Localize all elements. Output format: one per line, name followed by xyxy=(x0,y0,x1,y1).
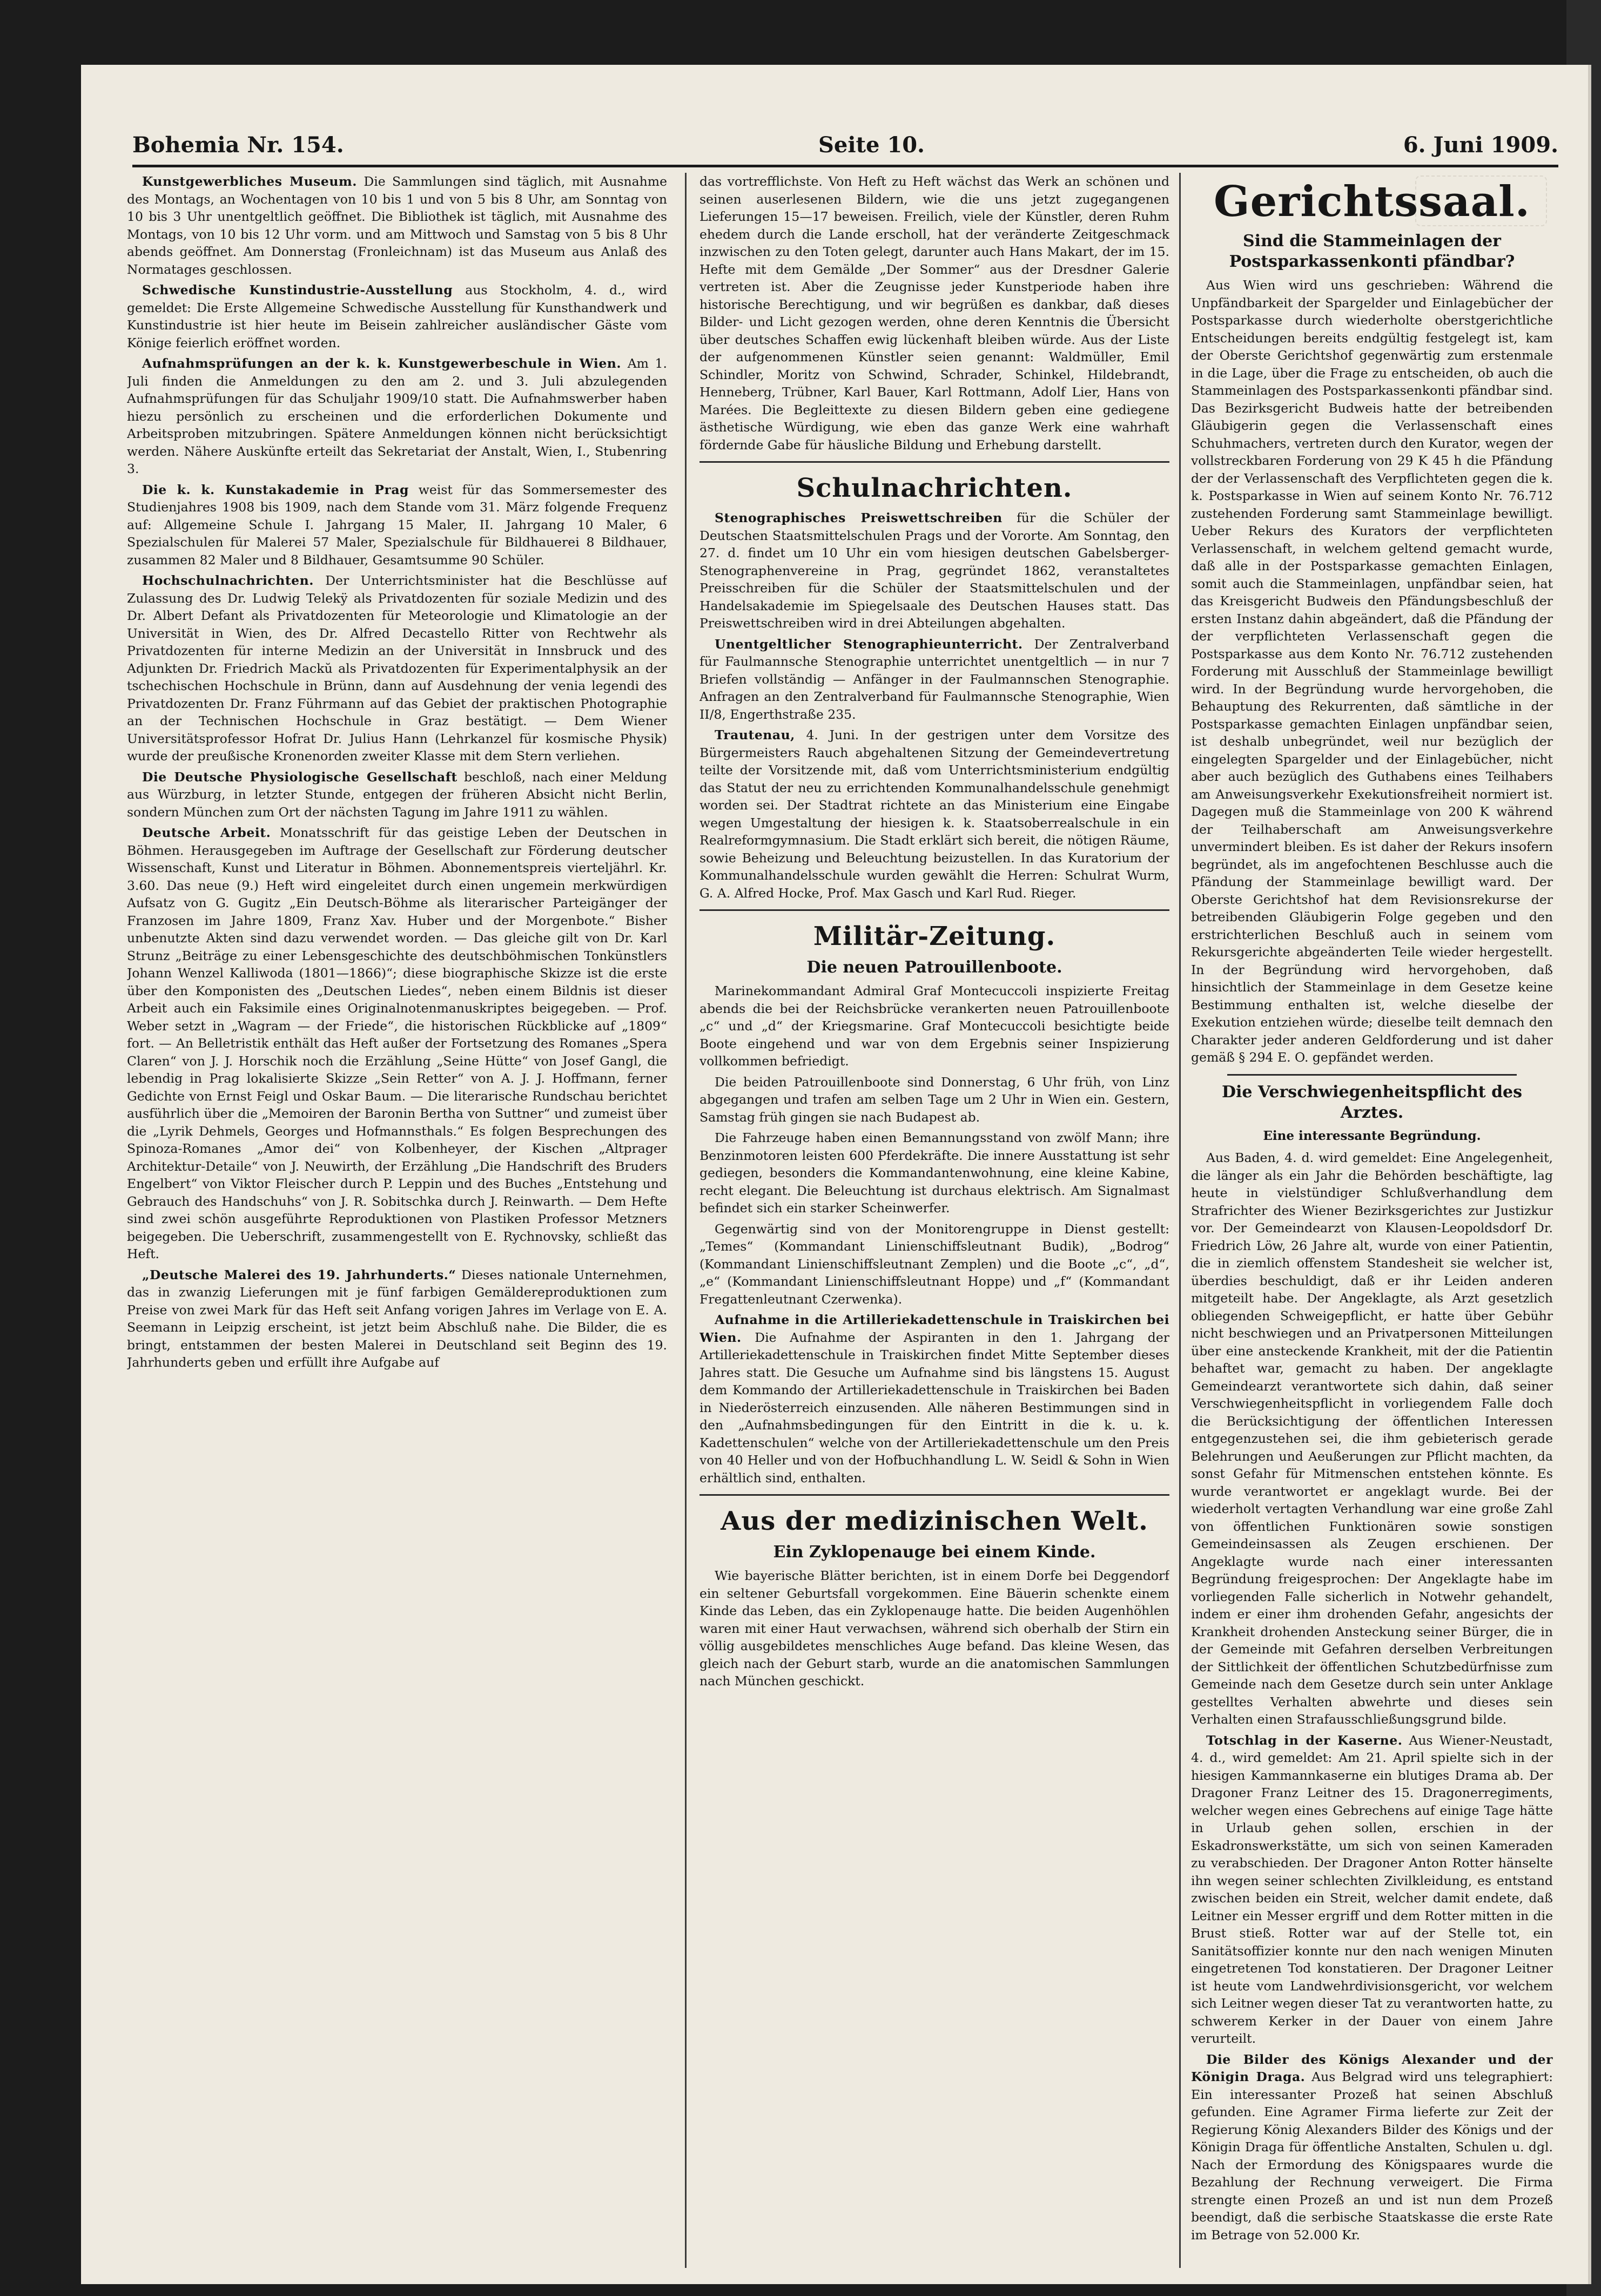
article-text: weist für das Sommersemester des Studienjahres 1908 bis 1909, nach dem Stande vom 31. März folgende Frequenz auf: Allgemeine Schule I. Jahrgang 15 Maler, II. Jahrgang 10 Maler, 6 Spezialschulen für Malerei 57 Maler, Spezialschule für Bildhauerei 8 Bildhauer, zusammen 82 Maler und 8 Bildhauer, Gesamtsumme 90 Schüler. xyxy=(127,482,667,568)
article-text: Dieses nationale Unternehmen, das in zwanzig Lieferungen mit je fünf farbigen Gemäldereproduktionen zum Preise von zwei Mark für das Heft seit Anfang vorigen Jahres im Verlage von E. A. Seemann in Leipzig erscheint, ist jetzt beim Abschluß nahe. Die Bilder, die es bringt, entstammen der besten Malerei in Deutschland seit Beginn des 19. Jahrhunderts geben und erfüllt ihre Aufgabe auf xyxy=(127,1267,667,1370)
article-swedish-exhibition xyxy=(127,281,667,352)
article-university-news xyxy=(127,572,667,765)
article-text: Aus Belgrad wird uns telegraphiert: Ein interessanter Prozeß hat seinen Abschluß gefunden. Eine Agramer Firma lieferte zur Zeit der Regierung König Alexanders Bilder des Königs und der Königin Draga für öffentliche Anstalten, Schulen u. dgl. Nach der Ermordung des Königspaares wurde die Bezahlung der Rechnung verweigert. Die Firma strengte einen Prozeß an und ist nun dem Prozeß beendigt, daß die serbische Staatskasse die erste Rate im Betrage von 52.000 Kr. xyxy=(1191,2069,1553,2243)
article-paragraph: Gegenwärtig sind von der Monitorengruppe in Dienst gestellt: „Temes“ (Kommandant Linienschiffsleutnant Budik), „Bodrog“ (Kommandant Linienschiffsleutnant Zemplen) und die Boote „c“, „d“, „e“ (Kommandant Linienschiffsleutnant Hoppe) und „f“ (Kommandant Fregattenleutnant Czerwenka). xyxy=(699,1221,1169,1307)
article-paragraph: Die beiden Patrouillenboote sind Donnerstag, 6 Uhr früh, von Linz abgegangen und trafen am selben Tage um 2 Uhr in Wien ein. Gestern, Samstag früh gingen sie nach Budapest ab. xyxy=(699,1074,1169,1125)
article-lead: Unentgeltlicher Stenographieunterricht. xyxy=(715,636,1023,652)
article-lead: Die Deutsche Physiologische Gesellschaft xyxy=(142,769,458,785)
article-lead: Trautenau, xyxy=(715,727,795,742)
article-text: Die Aufnahme der Aspiranten in den 1. Jahrgang der Artilleriekadettenschule in Traiskirchen findet Mitte September dieses Jahres statt. Die Gesuche um Aufnahme sind bis längstens 15. August dem Kommando der Artilleriekadettenschule in Traiskirchen bei Baden in Niederösterreich einzusenden. Alle näheren Bestimmungen sind in den „Aufnahmsbedingungen für den Eintritt in die k. u. k. Kadettenschulen“ welche von der Artilleriekadettenschule um den Preis von 40 Heller und von der Hofbuchhandlung L. W. Seidl & Sohn in Wien erhältlich sind, enthalten. xyxy=(699,1329,1169,1485)
article-text: beschloß, nach einer Meldung aus Würzburg, in letzter Stunde, entgegen der früheren Absicht nicht Berlin, sondern München zum Ort der nächsten Tagung im Jahre 1911 zu wählen. xyxy=(127,769,667,820)
article-paragraph: Aus Baden, 4. d. wird gemeldet: Eine Angelegenheit, die länger als ein Jahr die Behörden beschäftigte, lag heute in vielstündiger Schlußverhandlung dem Strafrichter des Wiener Bezirksgerichtes zur Justizkur vor. Der Gemeindearzt von Klausen-Leopoldsdorf Dr. Friedrich Löw, 26 Jahre alt, wurde von einer Patientin, die in ziemlich offenstem Standesheit sie welcher ist, überdies beschuldigt, daß er ihr Leiden anderen mitgeteilt habe. Der Angeklagte, als Arzt gesetzlich obliegenden Schweigepflicht, er hatte über Gebühr nicht beschwiegen und an Privatpersonen Mitteilungen über eine ansteckende Krankheit, mit der die Patientin behaftet war, gemacht zu haben. Der angeklagte Gemeindearzt verantwortete sich dahin, daß seiner Verschwiegenheitspflicht in vorliegendem Falle doch die Berücksichtigung der öffentlichen Interessen entgegenzustehen sei, die ihm gebieterisch gerade Belehrungen und Aeußerungen zur Pflicht machten, da sonst Gefahr für Mitmenschen entstehen könnte. Es wurde verantwortet er angeklagt wurde. Bei der wiederholt vertagten Verhandlung war eine große Zahl von öffentlichen Funktionären sowie sonstigen Gemeindeinsassen als Zeugen erschienen. Der Angeklagte wurde nach einer interessanten Begründung freigesprochen: Der Angeklagte habe im vorliegenden Falle sicherlich in Notwehr gehandelt, indem er einer ihm drohenden Gefahr, angesichts der Krankheit drohenden Ansteckung seiner Bürger, die in der Gemeinde mit Gefahren derselben Verbreitungen der Sittlichkeit der öffentlichen Schutzbedürfnisse zum Gemeinde nach dem Gesetze durch sein unter Anklage gestelltes Verhalten abwehrte und dieses sein Verhalten einen Strafausschließungsgrund bilde. xyxy=(1191,1150,1553,1727)
article-deutsche-arbeit xyxy=(127,824,667,1263)
article-lead: Hochschulnachrichten. xyxy=(142,573,314,588)
section-title-medizin: Aus der medizinischen Welt. xyxy=(721,1506,1148,1536)
article-text: 4. Juni. In der gestrigen unter dem Vorsitze des Bürgermeisters Rauch abgehaltenen Sitzung der Gemeindevertretung teilte der Vorsitzende mit, daß vom Unterrichtsministerium endgültig das Statut der neu zu errichtenden Kommunalhandelsschule genehmigt worden sei. Der Stadtrat richtete an das Ministerium eine Eingabe wegen Umgestaltung der hiesigen k. k. Staatsoberrealschule in ein Realreformgymnasium. Die Stadt erklärt sich bereit, die nötigen Räume, sowie Beheizung und Beleuchtung beizustellen. In das Kuratorium der Kommunalhandelsschule wurden gewählt die Herren: Schulrat Wurm, G. A. Alfred Hocke, Prof. Max Gasch und Karl Rud. Rieger. xyxy=(699,727,1169,901)
article-lead: Kunstgewerbliches Museum. xyxy=(142,174,357,189)
section-title-militaer: Militär-Zeitung. xyxy=(813,921,1056,951)
article-text: Am 1. Juli finden die Anmeldungen zu den am 2. und 3. Juli abzulegenden Aufnahmsprüfungen für das Schuljahr 1909/10 statt. Die Aufnahmswerber haben hiezu persönlich zu erscheinen und die erforderlichen Dokumente und Arbeitsproben mitzubringen. Spätere Anmeldungen können nicht berücksichtigt werden. Nähere Auskünfte erteilt das Sekretariat der Anstalt, Wien, I., Stubenring 3. xyxy=(127,356,667,476)
article-admission-exams xyxy=(127,355,667,478)
article-continuation: das vortrefflichste. Von Heft zu Heft wächst das Werk an schönen und seinen auserlesenen Bildern, wie die uns jetzt zugegangenen Lieferungen 15—17 beweisen. Freilich, viele der Künstler, deren Ruhm ehedem durch die Lande erscholl, hat der veränderte Zeitgeschmack inzwischen zu den Toten gelegt, darunter auch Hans Makart, der im 15. Hefte mit dem Gemälde „Der Sommer“ aus der Dresdner Galerie vertreten ist. Aber die Zeugnisse jeder Kunstperiode haben ihre historische Berechtigung, und wir begrüßen es dankbar, daß dieses Bilder- und Licht gezogen werden, ohne deren Kenntnis die Übersicht über deutsches Schaffen ewig lückenhaft bleiben würde. Aus der Liste der aufgenommenen Künstler seien genannt: Waldmüller, Emil Schindler, Moritz von Schwind, Schrader, Schinkel, Hildebrandt, Henneberg, Trübner, Karl Bauer, Karl Rottmann, Adolf Lier, Hans von Marées. Die Begleittexte zu diesen Bildern geben eine gediegene ästhetische Würdigung, wie eben das ganze Werk eine wahrhaft fördernde Gabe für häusliche Bildung und Erhebung darstellt. xyxy=(699,174,1169,453)
article-text: Monatsschrift für das geistige Leben der Deutschen in Böhmen. Herausgegeben im Auftrage der Gesellschaft zur Förderung deutscher Wissenschaft, Kunst und Literatur in Böhmen. Abonnementspreis vierteljährl. Kr. 3.60. Das neue (9.) Heft wird eingeleitet durch einen ungemein merkwürdigen Aufsatz von G. Gugitz „Ein Deutsch-Böhme als literarischer Parteigänger der Franzosen im Jahre 1809, Franz Xav. Huber und der Morgenbote.“ Bisher unbenutzte Akten sind dazu verwendet worden. — Das gleiche gilt von Dr. Karl Strunz „Beiträge zu einer Lebensgeschichte des deutschböhmischen Tonkünstlers Johann Wenzel Kalliwoda (1801—1866)“; diese biographische Skizze ist die erste über den Komponisten des „Deutschen Liedes“, neben einem Bildnis ist dieser Arbeit auch ein Faksimile eines Originalnotenmanuskriptes beigegeben. — Prof. Weber setzt in „Wagram — der Friede“, die historischen Rückblicke auf „1809“ fort. — An Belletristik enthält das Heft außer der Fortsetzung des Romanes „Spera Claren“ von J. J. Horschik noch die Erzählung „Seine Hütte“ von Josef Gangl, die lebendig in Prag lokalisierte Skizze „Sein Retter“ von A. J. J. Hoffmann, ferner Gedichte von Ernst Feigl und Oskar Baum. — Die literarische Rundschau berichtet ausführlich über die „Memoiren der Baronin Bertha von Suttner“ und zumeist über die „Lyrik Dehmels, Georges und Hofmannsthals.“ Es folgen Besprechungen des Spinoza-Romanes „Amor dei“ von Kolbenheyer, der Kischen „Altprager Architektur-Detaile“ von J. Neuwirth, der Erzählung „Die Handschrift des Bruders Engelbert“ von Viktor Fleischer durch P. Leppin und des Buches „Entstehung und Gebrauch des Handschuhs“ von J. R. Sobitschka durch J. Reinwarth. — Dem Hefte sind zwei schön ausgeführte Reproduktionen von Plastiken Professor Metzners beigegeben. Die Ueberschrift, zusammengestellt von E. Rychnovsky, schließt das Heft. xyxy=(127,825,667,1261)
article-koenig-bilder xyxy=(1191,2051,1553,2244)
column-rule xyxy=(1179,173,1181,2268)
article-lead: Schwedische Kunstindustrie-Ausstellung xyxy=(142,282,453,298)
article-lead: Die k. k. Kunstakademie in Prag xyxy=(142,482,409,497)
article-text: Die Sammlungen sind täglich, mit Ausnahme des Montags, an Wochentagen von 10 bis 1 und von 5 bis 8 Uhr, am Sonntag von 10 bis 3 Uhr unentgeltlich geöffnet. Die Bibliothek ist täglich, mit Ausnahme des Montags, von 10 bis 12 Uhr vorm. und am Mittwoch und Samstag von 5 bis 8 Uhr abends geöffnet. Am Donnerstag (Fronleichnam) ist das Museum aus Anlaß des Normatages geschlossen. xyxy=(127,174,667,277)
article-paragraph: Wie bayerische Blätter berichten, ist in einem Dorfe bei Deggendorf ein seltener Geburtsfall vorgekommen. Eine Bäuerin schenkte einem Kinde das Leben, das ein Zyklopenauge hatte. Die beiden Augenhöhlen waren mit einer Haut verwachsen, während sich oberhalb der Stirn ein völlig ausgebildetes menschliches Auge befand. Das kleine Wesen, das gleich nach der Geburt starb, wurde an die anatomischen Sammlungen nach München geschickt. xyxy=(699,1568,1169,1689)
article-kaserne xyxy=(1191,1732,1553,2048)
section-title-schulnachrichten: Schulnachrichten. xyxy=(796,473,1073,503)
article-text: Der Unterrichtsminister hat die Beschlüsse auf Zulassung des Dr. Ludwig Telekÿ als Privatdozenten für soziale Medizin und des Dr. Albert Defant als Privatdozenten für Meteorologie und Klimatologie an der Universität in Wien, des Dr. Alfred Decastello Ritter von Rechtwehr als Privatdozenten für interne Medizin an der Universität in Innsbruck und des Adjunkten Dr. Friedrich Mackŭ als Privatdozenten für Experimentalphysik an der tschechischen Hochschule in Brünn, dann auf Ausdehnung der venia legendi des Privatdozenten Dr. Franz Führmann auf das Gebiet der praktischen Photographie an der Technischen Hochschule in Graz bestätigt. — Dem Wiener Universitätsprofessor Hofrat Dr. Julius Hann (Lehrkanzel für kosmische Physik) wurde der preußische Kronenorden zweiter Klasse mit dem Stern verliehen. xyxy=(127,573,667,764)
column-1 xyxy=(127,173,667,2263)
section-divider xyxy=(699,909,1169,911)
section-divider xyxy=(1227,1074,1517,1076)
article-physiology-society xyxy=(127,768,667,821)
newspaper-page xyxy=(81,65,1588,2284)
article-paragraph: Die Fahrzeuge haben einen Bemannungsstand von zwölf Mann; ihre Benzinmotoren leisten 600 Pferdekräfte. Die innere Ausstattung ist sehr gediegen, besonders die Kommandantenwohnung, eine kleine Kabine, recht elegant. Die Beleuchtung ist durchaus elektrisch. Am Signalmast befindet sich ein starker Scheinwerfer. xyxy=(699,1130,1169,1215)
header-issue: Bohemia Nr. 154. xyxy=(132,132,344,158)
column-3 xyxy=(1191,173,1553,2263)
article-paragraph: Aus Wien wird uns geschrieben: Während die Unpfändbarkeit der Spargelder und Einlagebücher der Postsparkasse durch wiederholte oberstgerichtliche Entscheidungen bereits endgültig festgelegt ist, kam der Oberste Gerichtshof gegenwärtig zum erstenmale in die Lage, über die Frage zu entscheiden, ob auch die Stammeinlagen des Postsparkassenkonti pfändbar sind. Das Bezirksgericht Budweis hatte der betreibenden Gläubigerin gegen die Verlassenschaft eines Schuhmachers, vertreten durch den Kurator, wegen der vollstreckbaren Forderung von 29 K 45 h die Pfändung der der Verlassenschaft des Verpflichteten gegen die k. k. Postsparkasse in Wien auf seinem Konto Nr. 76.712 zustehenden Forderung samt Stammeinlage bewilligt. Ueber Rekurs des Kurators der verpflichteten Verlassenschaft, in welchem geltend gemacht wurde, daß alle in der Postsparkasse gemachten Einlagen, somit auch die Stammeinlagen, unpfändbar seien, hat das Kreisgericht Budweis den Pfändungsbeschluß der ersten Instanz dahin abgeändert, daß die Pfändung der der verpflichteten Verlassenschaft gegen die Postsparkasse aus dem Konto Nr. 76.712 zustehenden Forderung mit Ausschluß der Stammeinlage bewilligt wird. In der Begründung wurde hervorgehoben, die Behauptung des Rekurrenten, daß sämtliche in der Postsparkasse gemachten Einlagen unpfändbar seien, ist deshalb unbegründet, weil nur bezüglich der eingelegten Spargelder und der Einlagebücher, nicht aber auch bezüglich des Guthabens eines Teilhabers am Anweisungsverkehr Exekutionsfreiheit normiert ist. Dagegen muß die Stammeinlage von 200 K während der Teilhaberschaft am Anweisungsverkehre unvermindert bleiben. Es ist daher der Rekurs insofern begründet, als im angefochtenen Beschlusse auch die Pfändung der Stammeinlage bewilligt ward. Der Oberste Gerichtshof hat dem Revisionsrekurse der betreibenden Gläubigerin Folge gegeben und den erstrichterlichen Beschluß auch in seinem vom Rekursgerichte abgeänderten Teile wieder hergestellt. In der Begründung wird hervorgehoben, daß hinsichtlich der Stammeinlage in dem Gesetze keine Bestimmung enthalten ist, welche dieselbe der Exekution entziehen würde; dieselbe teilt demnach den Charakter jeder anderen Geldforderung und ist daher gemäß § 294 E. O. gepfändet werden. xyxy=(1191,278,1553,1065)
article-lead: Stenographisches Preiswettschreiben xyxy=(715,510,1003,525)
article-text: aus Stockholm, 4. d., wird gemeldet: Die Erste Allgemeine Schwedische Ausstellung für Kunsthandwerk und Kunstindustrie ist hier heute im Beisein zahlreicher ausländischer Gäste vom Könige feierlich eröffnet worden. xyxy=(127,282,667,350)
article-lead: Totschlag in der Kaserne. xyxy=(1206,1732,1403,1748)
article-lead: Die Bilder des Königs Alexander und der Königin Draga. xyxy=(1191,2051,1553,2084)
header-page-number: Seite 10. xyxy=(818,132,925,158)
column-2 xyxy=(699,173,1169,2263)
article-title-cyclops: Ein Zyklopenauge bei einem Kinde. xyxy=(773,1543,1096,1562)
article-lead: Aufnahmsprüfungen an der k. k. Kunstgewerbeschule in Wien. xyxy=(142,356,622,371)
article-deutsche-malerei xyxy=(127,1266,667,1372)
section-divider xyxy=(699,461,1169,463)
article-stenography-lessons xyxy=(699,636,1169,724)
article-text: Aus Wiener-Neustadt, 4. d., wird gemeldet: Am 21. April spielte sich in der hiesigen Kammannkaserne ein blutiges Drama ab. Der Dragoner Franz Leitner des 15. Dragonerregiments, welcher wegen eines Gebrechens auf einige Tage hätte in Urlaub gehen sollen, erschien in der Eskadronswerkstätte, um sich von seinen Kameraden zu verabschieden. Der Dragoner Anton Rotter hänselte ihn wegen seiner schlechten Zivilkleidung, es entstand zwischen beiden ein Streit, welcher damit endete, daß Leitner ein Messer ergriff und dem Rotter mitten in die Brust stieß. Rotter war auf der Stelle tot, ein Sanitätsoffizier konnte nur den nach wenigen Minuten eingetretenen Tod konstatieren. Der Dragoner Leitner ist heute vom Landwehrdivisionsgericht, vor welchem sich Leitner wegen dieser Tat zu verantworten hatte, zu schwerem Kerker in der Dauer von einem Jahre verurteilt. xyxy=(1191,1732,1553,2046)
article-museum xyxy=(127,173,667,278)
article-text: für die Schüler der Deutschen Staatsmittelschulen Prags und der Vororte. Am Sonntag, den 27. d. findet um 10 Uhr ein vom hiesigen deutschen Gabelsberger-Stenographenvereine in Prag, gegründet 1862, veranstaltetes Preisschreiben für die Schüler der Staatsmittelschulen und der Handelsakademie im Spiegelsaale des Deutschen Hauses statt. Das Preiswettschreiben wird in drei Abteilungen abgehalten. xyxy=(699,510,1169,631)
article-text: Der Zentralverband für Faulmannsche Stenographie unterrichtet unentgeltlich — in nur 7 Briefen vollständig — Anfänger in der Faulmannschen Stenographie. Anfragen an den Zentralverband für Faulmannsche Stenographie, Wien II/8, Engerthstraße 235. xyxy=(699,636,1169,722)
column-rule xyxy=(685,173,687,2268)
header-date: 6. Juni 1909. xyxy=(1403,132,1558,158)
page-header xyxy=(132,121,1558,167)
article-artillery-school xyxy=(699,1311,1169,1487)
article-title-patrol-boats: Die neuen Patrouillenboote. xyxy=(806,958,1062,977)
article-paragraph: Marinekommandant Admiral Graf Montecuccoli inspizierte Freitag abends die bei der Reichsbrücke verankerten neuen Patrouillenboote „c“ und „d“ der Kriegsmarine. Graf Montecuccoli besichtigte beide Boote eingehend und war von dem Ergebnis seiner Inspizierung vollkommen befriedigt. xyxy=(699,983,1169,1069)
article-trautenau xyxy=(699,726,1169,902)
article-title-arzt: Die Verschwiegenheitspflicht des Arztes. xyxy=(1221,1082,1523,1122)
article-stenography-contest xyxy=(699,509,1169,632)
article-lead: „Deutsche Malerei des 19. Jahrhunderts.“ xyxy=(142,1267,456,1282)
article-subtitle: Eine interessante Begründung. xyxy=(1263,1128,1481,1143)
article-lead: Aufnahme in die Artilleriekadettenschule in Traiskirchen bei Wien. xyxy=(699,1312,1169,1345)
article-lead: Deutsche Arbeit. xyxy=(142,825,271,840)
section-divider xyxy=(699,1494,1169,1496)
article-art-academy xyxy=(127,481,667,569)
article-title-postsparkasse: Sind die Stammeinlagen der Postsparkassenkonti pfändbar? xyxy=(1229,232,1515,271)
section-title-gerichtssaal: Gerichtssaal. xyxy=(1214,177,1530,226)
